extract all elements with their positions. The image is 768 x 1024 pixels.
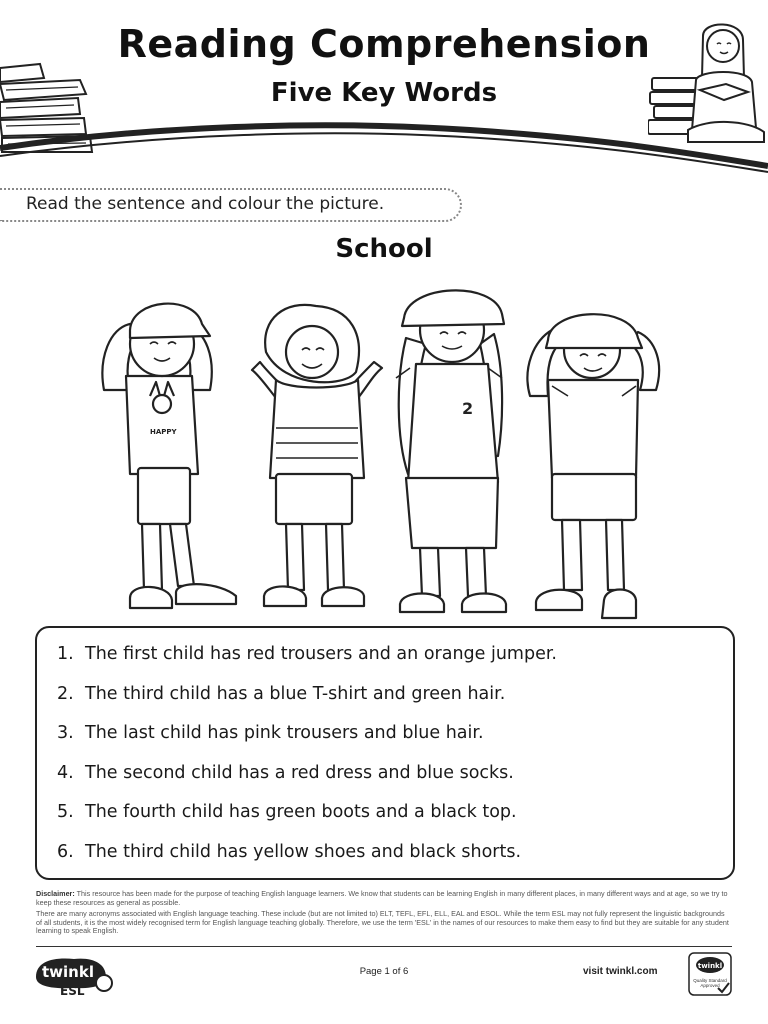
quality-badge-icon xyxy=(688,952,732,996)
sentence-list xyxy=(57,644,557,882)
sentence-number: 1. xyxy=(57,644,74,664)
disclaimer-text-1: This resource has been made for the purpose of teaching English language learners. We know that students can be learning English in many different places, in many different ways and at age, so we try to keep these resources as general as possible. xyxy=(36,889,728,907)
visit-link[interactable]: visit twinkl.com xyxy=(583,966,658,977)
sentence-number: 5. xyxy=(57,802,74,823)
child-4-figure xyxy=(527,314,659,618)
sentence-item-4 xyxy=(57,763,557,803)
logo-sub-text: ESL xyxy=(60,984,85,997)
sentence-item-6 xyxy=(57,842,557,882)
sentence-item-2 xyxy=(57,684,557,724)
logo-main-text: twinkl xyxy=(42,963,94,981)
sentence-text: The fourth child has green boots and a black top. xyxy=(85,802,517,823)
disclaimer xyxy=(36,890,732,939)
disclaimer-label: Disclaimer: xyxy=(36,889,75,898)
sentence-text: The second child has a red dress and blue socks. xyxy=(85,762,514,783)
children-illustration xyxy=(90,278,680,626)
sentence-item-5 xyxy=(57,802,557,842)
disclaimer-paragraph-1 xyxy=(36,890,732,907)
footer-divider xyxy=(36,946,732,947)
instruction-text: Read the sentence and colour the picture. xyxy=(26,194,385,214)
header-wave-divider xyxy=(0,118,768,173)
shirt-number: 2 xyxy=(462,399,474,418)
page-subtitle: Five Key Words xyxy=(270,78,498,108)
sentence-number: 3. xyxy=(57,723,74,744)
sentence-text: The last child has pink trousers and blue hair. xyxy=(85,723,484,744)
section-title: School xyxy=(335,234,433,264)
disclaimer-text-2: There are many acronyms associated with English language teaching. These include (but are not limited to) ELT, TEFL, EFL, ELL, EAL and ESOL. While the term ESL may not fully represent the linguistic backgrounds of all students, it is the most widely recognised term for English language teaching globally. Therefore, we use the term 'ESL' in the names of our resources to make them easy to find but they are suitable for any student learning to speak English. xyxy=(36,909,729,935)
sentence-number: 6. xyxy=(57,841,74,862)
page-number: Page 1 of 6 xyxy=(359,966,409,977)
sentence-item-1 xyxy=(57,644,557,684)
page-title: Reading Comprehension xyxy=(117,22,651,66)
sentence-text: The third child has a blue T-shirt and green hair. xyxy=(85,683,506,704)
badge-brand: twinkl xyxy=(697,962,723,970)
sentence-text: The first child has red trousers and an orange jumper. xyxy=(85,644,557,664)
sentence-number: 2. xyxy=(57,683,74,704)
child-1-figure xyxy=(102,304,236,608)
sentence-number: 4. xyxy=(57,762,74,783)
badge-text: Quality Standard Approved xyxy=(693,978,727,988)
sentence-item-3 xyxy=(57,723,557,763)
sentence-text: The third child has yellow shoes and black shorts. xyxy=(85,841,522,862)
shirt-text: HAPPY xyxy=(150,428,177,436)
child-3-figure xyxy=(399,290,506,612)
page-header xyxy=(0,0,768,175)
